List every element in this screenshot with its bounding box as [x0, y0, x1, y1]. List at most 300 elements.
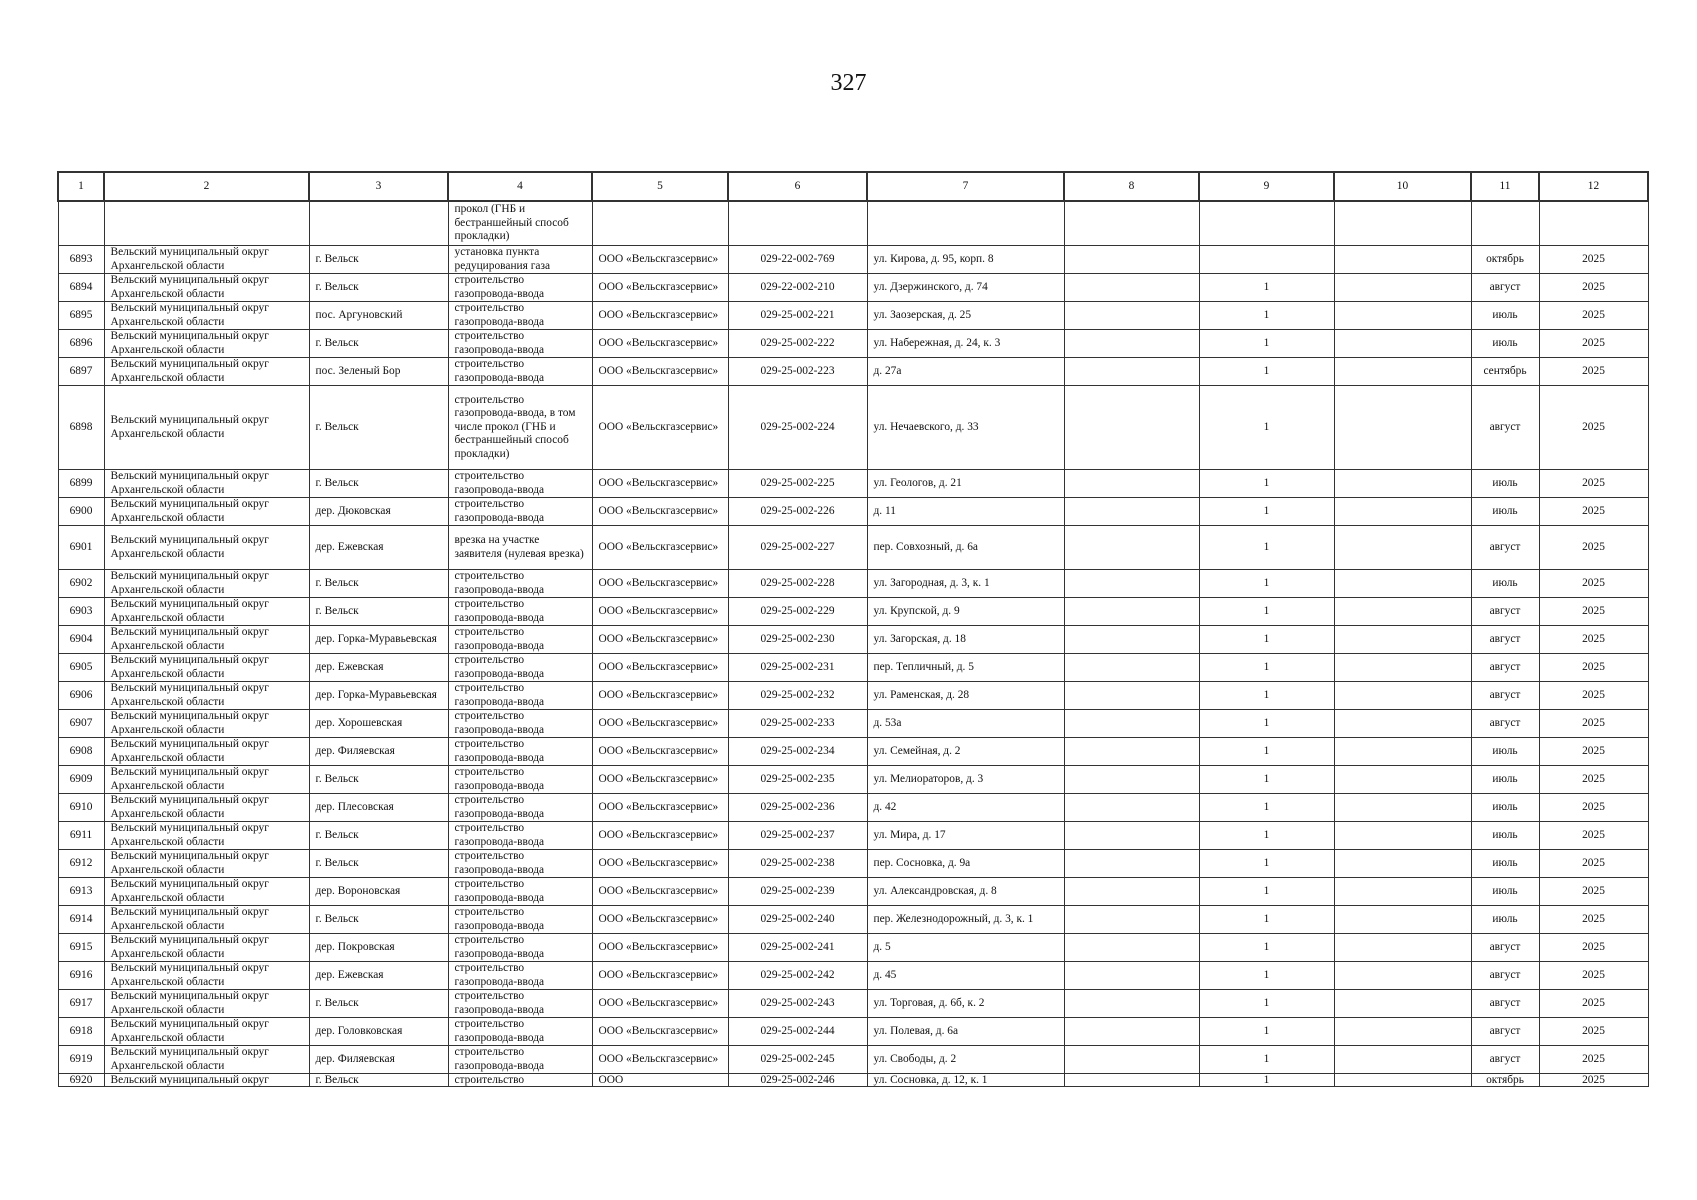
col-9-value-cell	[1199, 246, 1334, 274]
column-header: 6	[728, 172, 867, 201]
settlement-cell: дер. Ежевская	[309, 654, 448, 682]
row-number-cell: 6916	[58, 962, 104, 990]
col-8-value-cell	[1064, 1046, 1199, 1074]
object-code-cell: 029-22-002-769	[728, 246, 867, 274]
table-row	[58, 498, 1648, 526]
settlement-cell: дер. Филяевская	[309, 1046, 448, 1074]
table-row	[58, 246, 1648, 274]
row-number-cell: 6894	[58, 274, 104, 302]
col-10-value-cell	[1334, 358, 1471, 386]
row-number-cell: 6911	[58, 822, 104, 850]
year-cell: 2025	[1539, 710, 1648, 738]
col-8-value-cell	[1064, 498, 1199, 526]
col-8-value-cell	[1064, 274, 1199, 302]
contractor-cell: ООО «Вельскгазсервис»	[592, 822, 728, 850]
col-8-value-cell	[1064, 358, 1199, 386]
col-10-value-cell	[1334, 766, 1471, 794]
work-type-cell: строительство газопровода-ввода	[448, 822, 592, 850]
col-10-value-cell	[1334, 201, 1471, 246]
year-cell: 2025	[1539, 738, 1648, 766]
settlement-cell: дер. Дюковская	[309, 498, 448, 526]
year-cell: 2025	[1539, 302, 1648, 330]
column-header: 1	[58, 172, 104, 201]
object-code-cell: 029-25-002-238	[728, 850, 867, 878]
col-10-value-cell	[1334, 302, 1471, 330]
col-10-value-cell	[1334, 330, 1471, 358]
year-cell: 2025	[1539, 470, 1648, 498]
work-type-cell: строительство газопровода-ввода	[448, 962, 592, 990]
table-row	[58, 626, 1648, 654]
object-code-cell: 029-25-002-228	[728, 570, 867, 598]
col-8-value-cell	[1064, 934, 1199, 962]
col-10-value-cell	[1334, 962, 1471, 990]
address-cell: ул. Заозерская, д. 25	[867, 302, 1064, 330]
object-code-cell: 029-25-002-225	[728, 470, 867, 498]
work-type-cell: врезка на участке заявителя (нулевая врезка)	[448, 526, 592, 570]
col-9-value-cell: 1	[1199, 598, 1334, 626]
column-header: 7	[867, 172, 1064, 201]
month-cell: октябрь	[1471, 1074, 1539, 1087]
col-8-value-cell	[1064, 906, 1199, 934]
municipality-cell: Вельский муниципальный округ Архангельской области	[104, 990, 309, 1018]
address-cell: ул. Полевая, д. 6а	[867, 1018, 1064, 1046]
object-code-cell: 029-25-002-244	[728, 1018, 867, 1046]
year-cell: 2025	[1539, 246, 1648, 274]
row-number-cell	[58, 201, 104, 246]
object-code-cell: 029-22-002-210	[728, 274, 867, 302]
col-10-value-cell	[1334, 598, 1471, 626]
table-row	[58, 302, 1648, 330]
row-number-cell: 6913	[58, 878, 104, 906]
contractor-cell: ООО «Вельскгазсервис»	[592, 710, 728, 738]
col-10-value-cell	[1334, 794, 1471, 822]
settlement-cell: г. Вельск	[309, 766, 448, 794]
col-9-value-cell: 1	[1199, 470, 1334, 498]
address-cell: ул. Дзержинского, д. 74	[867, 274, 1064, 302]
col-8-value-cell	[1064, 570, 1199, 598]
month-cell: июль	[1471, 878, 1539, 906]
col-9-value-cell: 1	[1199, 906, 1334, 934]
work-type-cell: строительство газопровода-ввода	[448, 302, 592, 330]
contractor-cell: ООО «Вельскгазсервис»	[592, 766, 728, 794]
table-row	[58, 201, 1648, 246]
address-cell: ул. Александровская, д. 8	[867, 878, 1064, 906]
table-row	[58, 906, 1648, 934]
table-row	[58, 1018, 1648, 1046]
contractor-cell: ООО «Вельскгазсервис»	[592, 878, 728, 906]
object-code-cell: 029-25-002-234	[728, 738, 867, 766]
work-type-cell: строительство газопровода-ввода	[448, 626, 592, 654]
col-9-value-cell: 1	[1199, 358, 1334, 386]
object-code-cell: 029-25-002-233	[728, 710, 867, 738]
settlement-cell: г. Вельск	[309, 470, 448, 498]
address-cell: ул. Нечаевского, д. 33	[867, 386, 1064, 470]
municipality-cell: Вельский муниципальный округ Архангельской области	[104, 654, 309, 682]
table-row	[58, 934, 1648, 962]
col-8-value-cell	[1064, 682, 1199, 710]
column-header: 12	[1539, 172, 1648, 201]
municipality-cell: Вельский муниципальный округ Архангельской области	[104, 274, 309, 302]
col-10-value-cell	[1334, 906, 1471, 934]
contractor-cell: ООО «Вельскгазсервис»	[592, 906, 728, 934]
col-8-value-cell	[1064, 201, 1199, 246]
col-8-value-cell	[1064, 822, 1199, 850]
month-cell: август	[1471, 990, 1539, 1018]
row-number-cell: 6920	[58, 1074, 104, 1087]
col-9-value-cell: 1	[1199, 934, 1334, 962]
contractor-cell: ООО «Вельскгазсервис»	[592, 498, 728, 526]
settlement-cell: пос. Аргуновский	[309, 302, 448, 330]
row-number-cell: 6915	[58, 934, 104, 962]
work-type-cell: строительство газопровода-ввода	[448, 654, 592, 682]
column-header: 10	[1334, 172, 1471, 201]
municipality-cell: Вельский муниципальный округ Архангельской области	[104, 1046, 309, 1074]
work-type-cell: строительство газопровода-ввода	[448, 470, 592, 498]
year-cell: 2025	[1539, 1074, 1648, 1087]
row-number-cell: 6912	[58, 850, 104, 878]
address-cell: пер. Сосновка, д. 9а	[867, 850, 1064, 878]
col-9-value-cell: 1	[1199, 302, 1334, 330]
address-cell: д. 11	[867, 498, 1064, 526]
col-8-value-cell	[1064, 878, 1199, 906]
table-row	[58, 710, 1648, 738]
column-header: 11	[1471, 172, 1539, 201]
object-code-cell: 029-25-002-229	[728, 598, 867, 626]
col-9-value-cell: 1	[1199, 330, 1334, 358]
col-10-value-cell	[1334, 498, 1471, 526]
address-cell: ул. Мира, д. 17	[867, 822, 1064, 850]
col-9-value-cell: 1	[1199, 682, 1334, 710]
municipality-cell: Вельский муниципальный округ Архангельской области	[104, 358, 309, 386]
row-number-cell: 6905	[58, 654, 104, 682]
month-cell: сентябрь	[1471, 358, 1539, 386]
municipality-cell: Вельский муниципальный округ Архангельской области	[104, 962, 309, 990]
year-cell: 2025	[1539, 990, 1648, 1018]
contractor-cell: ООО «Вельскгазсервис»	[592, 570, 728, 598]
col-9-value-cell: 1	[1199, 570, 1334, 598]
year-cell: 2025	[1539, 598, 1648, 626]
col-9-value-cell: 1	[1199, 850, 1334, 878]
year-cell	[1539, 201, 1648, 246]
month-cell: август	[1471, 710, 1539, 738]
col-8-value-cell	[1064, 710, 1199, 738]
col-10-value-cell	[1334, 1018, 1471, 1046]
month-cell: июль	[1471, 570, 1539, 598]
work-type-cell: строительство	[448, 1074, 592, 1087]
col-10-value-cell	[1334, 1074, 1471, 1087]
year-cell: 2025	[1539, 1046, 1648, 1074]
object-code-cell: 029-25-002-237	[728, 822, 867, 850]
contractor-cell: ООО «Вельскгазсервис»	[592, 274, 728, 302]
object-code-cell: 029-25-002-224	[728, 386, 867, 470]
table-row	[58, 990, 1648, 1018]
settlement-cell: дер. Горка-Муравьевская	[309, 626, 448, 654]
table-row	[58, 1046, 1648, 1074]
address-cell: пер. Совхозный, д. 6а	[867, 526, 1064, 570]
table-row	[58, 738, 1648, 766]
month-cell: август	[1471, 526, 1539, 570]
row-number-cell: 6908	[58, 738, 104, 766]
work-type-cell: строительство газопровода-ввода	[448, 682, 592, 710]
month-cell: июль	[1471, 302, 1539, 330]
work-type-cell: строительство газопровода-ввода	[448, 1046, 592, 1074]
work-type-cell: строительство газопровода-ввода	[448, 766, 592, 794]
col-9-value-cell: 1	[1199, 626, 1334, 654]
row-number-cell: 6906	[58, 682, 104, 710]
table-row	[58, 850, 1648, 878]
object-code-cell: 029-25-002-232	[728, 682, 867, 710]
column-number-row	[58, 172, 1648, 201]
municipality-cell: Вельский муниципальный округ Архангельской области	[104, 766, 309, 794]
object-code-cell: 029-25-002-240	[728, 906, 867, 934]
address-cell: ул. Крупской, д. 9	[867, 598, 1064, 626]
col-10-value-cell	[1334, 738, 1471, 766]
address-cell: ул. Геологов, д. 21	[867, 470, 1064, 498]
row-number-cell: 6904	[58, 626, 104, 654]
work-type-cell: строительство газопровода-ввода	[448, 794, 592, 822]
municipality-cell: Вельский муниципальный округ Архангельской области	[104, 526, 309, 570]
col-8-value-cell	[1064, 794, 1199, 822]
row-number-cell: 6897	[58, 358, 104, 386]
municipality-cell: Вельский муниципальный округ Архангельской области	[104, 1018, 309, 1046]
col-10-value-cell	[1334, 626, 1471, 654]
address-cell: ул. Набережная, д. 24, к. 3	[867, 330, 1064, 358]
col-8-value-cell	[1064, 246, 1199, 274]
object-code-cell: 029-25-002-242	[728, 962, 867, 990]
col-9-value-cell: 1	[1199, 498, 1334, 526]
year-cell: 2025	[1539, 962, 1648, 990]
work-type-cell: строительство газопровода-ввода	[448, 990, 592, 1018]
col-10-value-cell	[1334, 990, 1471, 1018]
contractor-cell	[592, 201, 728, 246]
settlement-cell: дер. Ежевская	[309, 962, 448, 990]
object-code-cell: 029-25-002-226	[728, 498, 867, 526]
address-cell: ул. Раменская, д. 28	[867, 682, 1064, 710]
work-type-cell: строительство газопровода-ввода	[448, 878, 592, 906]
col-10-value-cell	[1334, 654, 1471, 682]
row-number-cell: 6899	[58, 470, 104, 498]
settlement-cell: дер. Головковская	[309, 1018, 448, 1046]
row-number-cell: 6902	[58, 570, 104, 598]
settlement-cell: дер. Плесовская	[309, 794, 448, 822]
work-type-cell: строительство газопровода-ввода	[448, 738, 592, 766]
contractor-cell: ООО «Вельскгазсервис»	[592, 682, 728, 710]
col-9-value-cell: 1	[1199, 878, 1334, 906]
object-code-cell: 029-25-002-221	[728, 302, 867, 330]
col-8-value-cell	[1064, 302, 1199, 330]
settlement-cell: г. Вельск	[309, 274, 448, 302]
year-cell: 2025	[1539, 794, 1648, 822]
table-row	[58, 570, 1648, 598]
year-cell: 2025	[1539, 906, 1648, 934]
municipality-cell: Вельский муниципальный округ Архангельской области	[104, 822, 309, 850]
year-cell: 2025	[1539, 766, 1648, 794]
work-type-cell: строительство газопровода-ввода	[448, 598, 592, 626]
work-type-cell: строительство газопровода-ввода	[448, 358, 592, 386]
municipality-cell: Вельский муниципальный округ Архангельской области	[104, 878, 309, 906]
col-8-value-cell	[1064, 626, 1199, 654]
contractor-cell: ООО	[592, 1074, 728, 1087]
work-type-cell: строительство газопровода-ввода	[448, 330, 592, 358]
month-cell: август	[1471, 598, 1539, 626]
municipality-cell: Вельский муниципальный округ Архангельской области	[104, 570, 309, 598]
col-9-value-cell: 1	[1199, 274, 1334, 302]
contractor-cell: ООО «Вельскгазсервис»	[592, 526, 728, 570]
settlement-cell: г. Вельск	[309, 598, 448, 626]
settlement-cell: пос. Зеленый Бор	[309, 358, 448, 386]
object-code-cell: 029-25-002-222	[728, 330, 867, 358]
contractor-cell: ООО «Вельскгазсервис»	[592, 1018, 728, 1046]
contractor-cell: ООО «Вельскгазсервис»	[592, 246, 728, 274]
month-cell: июль	[1471, 330, 1539, 358]
month-cell: июль	[1471, 794, 1539, 822]
object-code-cell: 029-25-002-227	[728, 526, 867, 570]
year-cell: 2025	[1539, 498, 1648, 526]
year-cell: 2025	[1539, 878, 1648, 906]
row-number-cell: 6903	[58, 598, 104, 626]
object-code-cell: 029-25-002-223	[728, 358, 867, 386]
settlement-cell	[309, 201, 448, 246]
contractor-cell: ООО «Вельскгазсервис»	[592, 470, 728, 498]
contractor-cell: ООО «Вельскгазсервис»	[592, 794, 728, 822]
municipality-cell: Вельский муниципальный округ Архангельской области	[104, 330, 309, 358]
object-code-cell: 029-25-002-241	[728, 934, 867, 962]
settlement-cell: г. Вельск	[309, 570, 448, 598]
month-cell: июль	[1471, 498, 1539, 526]
municipality-cell: Вельский муниципальный округ Архангельской области	[104, 470, 309, 498]
year-cell: 2025	[1539, 934, 1648, 962]
row-number-cell: 6910	[58, 794, 104, 822]
month-cell: август	[1471, 1018, 1539, 1046]
table-row	[58, 598, 1648, 626]
object-code-cell: 029-25-002-245	[728, 1046, 867, 1074]
address-cell: ул. Мелиораторов, д. 3	[867, 766, 1064, 794]
contractor-cell: ООО «Вельскгазсервис»	[592, 654, 728, 682]
col-9-value-cell: 1	[1199, 1018, 1334, 1046]
column-header: 8	[1064, 172, 1199, 201]
month-cell: август	[1471, 934, 1539, 962]
col-10-value-cell	[1334, 822, 1471, 850]
object-code-cell: 029-25-002-235	[728, 766, 867, 794]
work-type-cell: строительство газопровода-ввода	[448, 850, 592, 878]
address-cell: ул. Торговая, д. 6б, к. 2	[867, 990, 1064, 1018]
col-10-value-cell	[1334, 386, 1471, 470]
col-10-value-cell	[1334, 526, 1471, 570]
contractor-cell: ООО «Вельскгазсервис»	[592, 990, 728, 1018]
month-cell: июль	[1471, 906, 1539, 934]
municipality-cell: Вельский муниципальный округ Архангельской области	[104, 386, 309, 470]
municipality-cell: Вельский муниципальный округ Архангельской области	[104, 246, 309, 274]
col-9-value-cell: 1	[1199, 654, 1334, 682]
month-cell: август	[1471, 654, 1539, 682]
settlement-cell: г. Вельск	[309, 330, 448, 358]
col-10-value-cell	[1334, 570, 1471, 598]
work-type-cell: строительство газопровода-ввода	[448, 498, 592, 526]
municipality-cell: Вельский муниципальный округ Архангельской области	[104, 598, 309, 626]
table-row	[58, 654, 1648, 682]
col-9-value-cell: 1	[1199, 738, 1334, 766]
col-10-value-cell	[1334, 878, 1471, 906]
row-number-cell: 6895	[58, 302, 104, 330]
address-cell: ул. Загородная, д. 3, к. 1	[867, 570, 1064, 598]
col-8-value-cell	[1064, 1018, 1199, 1046]
year-cell: 2025	[1539, 822, 1648, 850]
month-cell: июль	[1471, 850, 1539, 878]
row-number-cell: 6898	[58, 386, 104, 470]
object-code-cell: 029-25-002-246	[728, 1074, 867, 1087]
municipality-cell: Вельский муниципальный округ Архангельской области	[104, 302, 309, 330]
table-row	[58, 1074, 1648, 1087]
address-cell: д. 5	[867, 934, 1064, 962]
col-9-value-cell: 1	[1199, 710, 1334, 738]
settlement-cell: г. Вельск	[309, 906, 448, 934]
contractor-cell: ООО «Вельскгазсервис»	[592, 302, 728, 330]
work-type-cell: строительство газопровода-ввода	[448, 1018, 592, 1046]
contractor-cell: ООО «Вельскгазсервис»	[592, 934, 728, 962]
table-row	[58, 794, 1648, 822]
address-cell: ул. Свободы, д. 2	[867, 1046, 1064, 1074]
month-cell: июль	[1471, 822, 1539, 850]
municipality-cell: Вельский муниципальный округ Архангельской области	[104, 682, 309, 710]
col-9-value-cell: 1	[1199, 1074, 1334, 1087]
settlement-cell: дер. Хорошевская	[309, 710, 448, 738]
settlement-cell: дер. Ежевская	[309, 526, 448, 570]
work-type-cell: прокол (ГНБ и бестраншейный способ прокладки)	[448, 201, 592, 246]
municipality-cell: Вельский муниципальный округ Архангельской области	[104, 710, 309, 738]
settlement-cell: дер. Вороновская	[309, 878, 448, 906]
col-8-value-cell	[1064, 330, 1199, 358]
settlement-cell: г. Вельск	[309, 990, 448, 1018]
col-9-value-cell: 1	[1199, 990, 1334, 1018]
municipality-cell: Вельский муниципальный округ Архангельской области	[104, 850, 309, 878]
col-10-value-cell	[1334, 934, 1471, 962]
address-cell: пер. Тепличный, д. 5	[867, 654, 1064, 682]
contractor-cell: ООО «Вельскгазсервис»	[592, 850, 728, 878]
col-9-value-cell: 1	[1199, 822, 1334, 850]
col-8-value-cell	[1064, 654, 1199, 682]
col-9-value-cell: 1	[1199, 1046, 1334, 1074]
address-cell: ул. Загорская, д. 18	[867, 626, 1064, 654]
col-9-value-cell: 1	[1199, 526, 1334, 570]
table-row	[58, 822, 1648, 850]
work-type-cell: строительство газопровода-ввода	[448, 710, 592, 738]
address-cell: д. 45	[867, 962, 1064, 990]
settlement-cell: г. Вельск	[309, 386, 448, 470]
address-cell: д. 27а	[867, 358, 1064, 386]
col-8-value-cell	[1064, 850, 1199, 878]
month-cell: август	[1471, 1046, 1539, 1074]
contractor-cell: ООО «Вельскгазсервис»	[592, 738, 728, 766]
year-cell: 2025	[1539, 570, 1648, 598]
municipality-cell: Вельский муниципальный округ Архангельской области	[104, 794, 309, 822]
municipality-cell: Вельский муниципальный округ Архангельской области	[104, 934, 309, 962]
municipality-cell: Вельский муниципальный округ Архангельской области	[104, 906, 309, 934]
address-cell	[867, 201, 1064, 246]
work-type-cell: установка пункта редуцирования газа	[448, 246, 592, 274]
page-number: 327	[830, 70, 867, 96]
column-header: 4	[448, 172, 592, 201]
settlement-cell: г. Вельск	[309, 1074, 448, 1087]
work-type-cell: строительство газопровода-ввода	[448, 934, 592, 962]
month-cell: июль	[1471, 738, 1539, 766]
col-10-value-cell	[1334, 1046, 1471, 1074]
month-cell: август	[1471, 274, 1539, 302]
month-cell: июль	[1471, 470, 1539, 498]
address-cell: пер. Железнодорожный, д. 3, к. 1	[867, 906, 1064, 934]
col-8-value-cell	[1064, 386, 1199, 470]
year-cell: 2025	[1539, 386, 1648, 470]
contractor-cell: ООО «Вельскгазсервис»	[592, 598, 728, 626]
